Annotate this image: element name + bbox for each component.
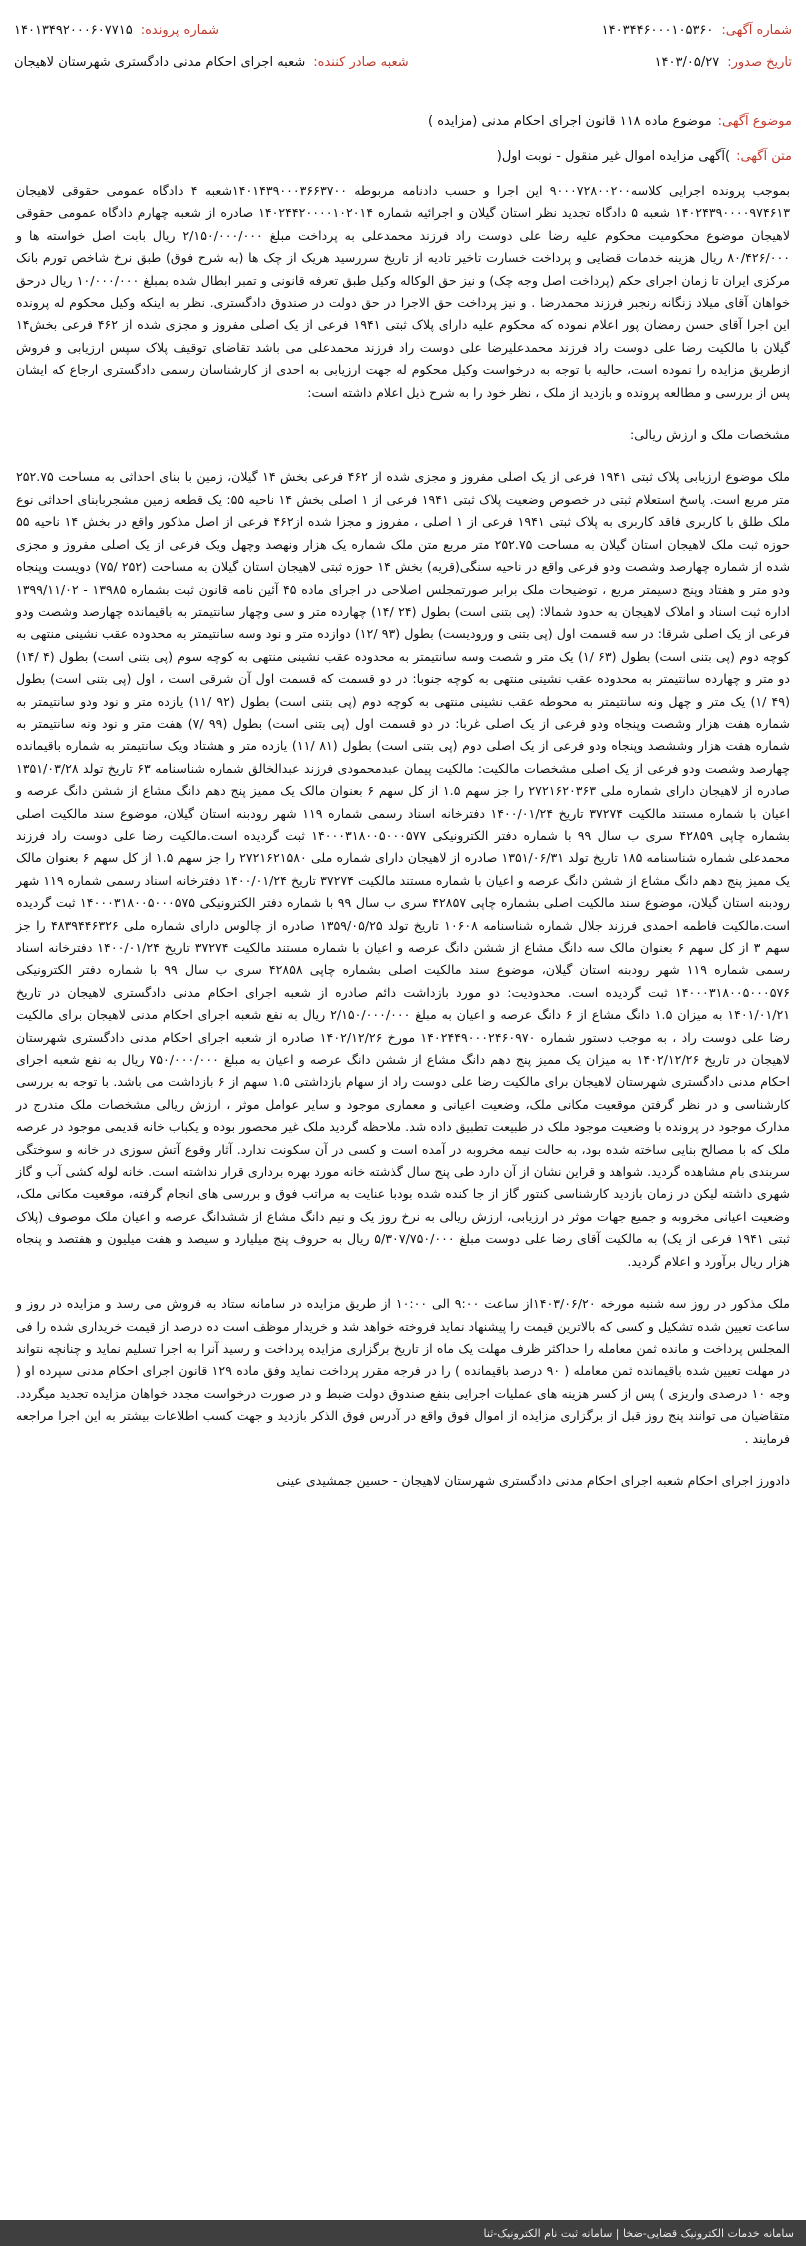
signature-line: دادورز اجرای احکام شعبه اجرای احکام مدنی دادگستری شهرستان لاهیجان - حسین جمشیدی عینی	[276, 1472, 790, 1488]
header-row-1	[14, 14, 792, 46]
ad-subject	[14, 114, 792, 129]
text-title-label: متن آگهی:	[736, 149, 792, 164]
ad-header	[0, 0, 806, 78]
body-paragraph-auction-terms: ملک مذکور در روز سه شنبه مورخه ۱۴۰۳/۰۶/۲۰از ساعت ۹:۰۰ الی ۱۰:۰۰ از طریق مزایده در سامانه ستاد به فروش می رسد و مزایده در روز و ساعت تعیین شده تشکیل و کسی که بالاترین قیمت را پیشنهاد نماید فروخته خواهد شد و خریدار موظف است ده درصد از قیمت خریداری شده را فی المجلس پرداخت و مانده ثمن معامله را حداکثر ظرف مهلت یک ماه از تاریخ برگزاری مزایده پرداخت و رسید آنرا به اجرا تسلیم نماید و چنانچه نتواند در مهلت تعیین شده باقیمانده ثمن معامله ( ۹۰ درصد باقیمانده ) را در فرجه مقرر پرداخت نماید وفق ماده ۱۲۹ قانون اجرای احکام مدنی سپرده او ( وجه ۱۰ درصدی واریزی ) پس از کسر هزینه های عملیات اجرایی بنفع صندوق دولت ضبط و در صورت درخواست مجدد خواهان مزایده تجدید میگردد. متقاضیان می توانند پنج روز قبل از برگزاری مزایده از اموال فوق واقع در آدرس فوق الذکر بازدید و جهت کسب اطلاعات بیشتر به این اجرا مراجعه فرمایند .	[16, 1296, 791, 1446]
case-number-value: ۱۴۰۱۳۴۹۲۰۰۰۶۰۷۷۱۵	[14, 22, 133, 38]
subject-label: موضوع آگهی:	[717, 114, 792, 129]
subject-value: موضوع ماده ۱۱۸ قانون اجرای احکام مدنی (مزایده )	[428, 114, 712, 129]
text-title-value: )آگهی مزایده اموال غیر منقول - نوبت اول(	[496, 149, 731, 164]
issuing-branch-label: شعبه صادر کننده:	[313, 54, 409, 70]
issuing-branch-cell	[14, 55, 409, 70]
case-number-label: شماره پرونده:	[140, 22, 219, 38]
ad-number-label: شماره آگهی:	[721, 22, 792, 38]
case-number-cell	[14, 23, 219, 38]
footer-text: سامانه خدمات الکترونیک قضایی-ضخا | سامانه ثبت نام الکترونیک-ثنا	[483, 2226, 794, 2240]
ad-number-value: ۱۴۰۳۴۴۶۰۰۰۱۰۵۳۶۰	[601, 22, 714, 38]
issuing-branch-value: شعبه اجرای احکام مدنی دادگستری شهرستان لاهیجان	[14, 54, 306, 70]
body-paragraph-property: ملک موضوع ارزیابی پلاک ثبتی ۱۹۴۱ فرعی از یک اصلی مفروز و مجزی شده از ۴۶۲ فرعی بخش ۱۴ گیلان، زمین با بنای احداثی به مساحت ۲۵۲.۷۵ متر مربع است. پاسخ استعلام ثبتی در خصوص وضعیت پلاک ثبتی ۱۹۴۱ فرعی از ۱ اصلی بخش ۱۴ ناحیه ۵۵: یک قطعه زمین مشجربابنای احداثی نوع ملک طلق با کاربری فاقد کاربری به پلاک ثبتی ۱۹۴۱ فرعی از ۱ اصلی ، مفروز و مجزا شده از۴۶۲ فرعی از اصل مذکور واقع در بخش ۱۴ ناحیه ۵۵ حوزه ثبت ملک لاهیجان استان گیلان به مساحت ۲۵۲.۷۵ متر مربع متن ملک شماره یک هزار ونهصد وچهل ویک فرعی از یک اصلی مفروز و مجزی شده از شماره چهارصد وشصت ودو فرعی واقع در ناحیه سنگی(قریه) بخش ۱۴ حوزه ثبتی لاهیجان استان گیلان به مساحت (۲۵۲ /۷۵) دویست وپنجاه ودو متر و هفتاد وپنج دسیمتر مربع ، توضیحات ملک برابر صورتمجلس اصلاحی در اجرای ماده ۴۵ آئین نامه قانون ثبت بشماره ۱۳۹۸۵ - ۱۳۹۹/۱۱/۰۲ اداره ثبت اسناد و املاک لاهیجان به حدود شمالا: (پی بتنی است) بطول (۲۴ /۱۴) چهارده متر و سی وچهار سانتیمتر به باقیمانده چهارصد وشصت ودو فرعی از یک اصلی شرقا: در سه قسمت اول (پی بتنی و ورودیست) بطول (۹۳ /۱۲) دوازده متر و نود وسه سانتیمتر به محدوده عقب نشینی منتهی به کوچه دوم (پی بتنی است) بطول (۶۳ /۱) یک متر و شصت وسه سانتیمتر به محدوده عقب نشینی منتهی به کوچه سوم (پی بتنی است) بطول (۴ /۱۴) دو متر و چهارده سانتیمتر به محدوده عقب نشینی منتهی به کوچه جنوبا: در دو قسمت که قسمت اول آن شرقی است ، اول (پی بتنی است) بطول (۴۹ /۱) یک متر و چهل ونه سانتیمتر به محوطه عقب نشینی منتهی به کوچه دوم (پی بتنی است) بطول (۹۲ /۱۱) یازده متر و نود ودو سانتیمتر به شماره هفت هزار وشصت وپنجاه ودو فرعی از یک اصلی غربا: در دو قسمت اول (پی بتنی است) بطول (۹۹ /۷) هفت متر و نود ونه سانتیمتر به شماره هفت هزار وششصد وپنجاه ودو فرعی از یک اصلی دوم (پی بتنی است) بطول (۸۱ /۱۱) یازده متر و هشتاد ویک سانتیمتر به شماره باقیمانده چهارصد وشصت ودو فرعی از یک اصلی مشخصات مالکیت: مالکیت پیمان عبدمحمودی فرزند عبدالخالق شماره شناسنامه ۶۳ تاریخ تولد ۱۳۵۱/۰۳/۲۸ صادره از لاهیجان دارای شماره ملی ۲۷۲۱۶۲۰۳۶۳ را جز سهم ۱.۵ از کل سهم ۶ بعنوان مالک یک ممیز پنج دهم دانگ مشاع از ششن دانگ عرصه و اعیان با شماره مستند مالکیت ۳۷۲۷۴ تاریخ ۱۴۰۰/۰۱/۲۴ دفترخانه اسناد رسمی شماره ۱۱۹ شهر رودبنه استان گیلان، موضوع سند مالکیت اصلی بشماره چاپی ۴۲۸۵۹ سری ب سال ۹۹ با شماره دفتر الکترونیکی ۱۴۰۰۰۳۱۸۰۰۵۰۰۰۵۷۷ ثبت گردیده است.مالکیت رضا علی دوست راد فرزند محمدعلی شماره شناسنامه ۱۸۵ تاریخ تولد ۱۳۵۱/۰۶/۳۱ صادره از لاهیجان دارای شماره ملی ۲۷۲۱۶۲۱۵۸۰ را جز سهم ۱.۵ از کل سهم ۶ بعنوان مالک یک ممیز پنج دهم دانگ مشاع از ششن دانگ عرصه و اعیان با شماره مستند مالکیت ۳۷۲۷۴ تاریخ ۱۴۰۰/۰۱/۲۴ دفترخانه اسناد رسمی شماره ۱۱۹ شهر رودبنه استان گیلان، موضوع سند مالکیت اصلی بشماره چاپی ۴۲۸۵۷ سری ب سال ۹۹ با شماره دفتر الکترونیکی ۱۴۰۰۰۳۱۸۰۰۵۰۰۰۵۷۵ ثبت گردیده است.مالکیت فاطمه احمدی فرزند جلال شماره شناسنامه ۱۰۶۰۸ تاریخ تولد ۱۳۵۹/۰۵/۲۵ صادره از چالوس دارای شماره ملی ۴۸۳۹۴۴۶۳۲۶ را جز سهم ۳ از کل سهم ۶ بعنوان مالک سه دانگ مشاع از ششن دانگ عرصه و اعیان با شماره مستند مالکیت ۳۷۲۷۴ تاریخ ۱۴۰۰/۰۱/۲۴ دفترخانه اسناد رسمی شماره ۱۱۹ شهر رودبنه استان گیلان، موضوع سند مالکیت اصلی بشماره چاپی ۴۲۸۵۸ سری ب سال ۹۹ با شماره دفتر الکترونیکی ۱۴۰۰۰۳۱۸۰۰۵۰۰۰۵۷۶ ثبت گردیده است. محدودیت: دو مورد بازداشت دائم صادره از شعبه اجرای احکام مدنی دادگستری لاهیجان در تاریخ ۱۴۰۱/۰۱/۲۱ به میزان ۱.۵ دانگ مشاع از ۶ دانگ عرصه و اعیان به مبلغ ۲/۱۵۰/۰۰۰/۰۰۰ ریال به نفع شعبه اجرای احکام مدنی لاهیجان برای مالکیت رضا علی دوست راد ، به موجب دستور شماره ۱۴۰۲۴۴۹۰۰۰۲۴۶۰۹۷۰ مورخ ۱۴۰۲/۱۲/۲۶ صادره از شعبه اجرای احکام مدنی دادگستری شهرستان لاهیجان در تاریخ ۱۴۰۲/۱۲/۲۶ به میزان یک ممیز پنج دهم دانگ مشاع از ششن دانگ عرصه و اعیان به مبلغ ۷۵۰/۰۰۰/۰۰۰ ریال به نفع شعبه اجرای احکام مدنی دادگستری شهرستان لاهیجان برای مالکیت رضا علی دوست راد از سهام بازداشتی ۱.۵ سهم از ۶ بازداشت می باشد. با توجه به بررسی کارشناسی و در نظر گرفتن موقعیت مکانی ملک، وضعیت اعیانی و معماری موجود و سایر عوامل موثر ، ارزش ریالی مشخصات ملک مندرج در مدارک موجود در پرونده با وضعیت موجود ملک در طبیعت تطبیق داده شد. ملاحظه گردید ملک غیر محصور بوده و یکباب خانه قدیمی موجود در عرصه ملک که با مصالح بنایی ساخته شده بود، به حالت نیمه مخروبه در آمده است و کسی در آن سکونت ندارد. آثار وقوع آتش سوزی در خانه و سوختگی سربندی بام مشاهده گردید. شواهد و قراین نشان از آن دارد طی پنج سال گذشته خانه مورد بهره برداری قرار نداشته است. خانه لوله کشی آب و گاز شهری داشته لیکن در زمان بازدید کارشناسی کنتور گاز از جا کنده شده بودبا عنایت به مراتب فوق و بررسی های انجام گرفته، موقعیت مکانی ملک، وضعیت اعیانی مخروبه و جمیع جهات موثر در ارزیابی، ارزش ریالی به نرخ روز یک و نیم دانگ مشاع از ششدانگ عرصه و اعیان ملک موصوف (پلاک ثبتی ۱۹۴۱ فرعی از یک) به مالکیت آقای رضا علی دوست مبلغ ۵/۳۰۷/۷۵۰/۰۰۰ ریال به حروف پنج میلیارد و سیصد و هفت میلیون و هفتصد و پنجاه هزار ریال برآورد و اعلام گردید.	[16, 469, 791, 1269]
issue-date-cell	[655, 55, 792, 70]
property-section-heading: مشخصات ملک و ارزش ریالی:	[629, 427, 790, 443]
ad-number-cell	[602, 23, 792, 38]
footer-bar	[0, 2220, 806, 2246]
ad-text-title	[14, 149, 792, 164]
issue-date-value: ۱۴۰۳/۰۵/۲۷	[654, 54, 720, 70]
ad-body	[16, 180, 790, 1492]
body-paragraph-case: بموجب پرونده اجرایی کلاسه۹۰۰۰۷۲۸۰۰۲۰۰ این اجرا و حسب دادنامه مربوطه ۱۴۰۱۴۳۹۰۰۰۳۶۶۳۷۰۰شعبه ۴ دادگاه عمومی حقوقی لاهیجان ۱۴۰۲۴۳۹۰۰۰۰۹۷۴۶۱۳ شعبه ۵ دادگاه تجدید نظر استان گیلان و اجرائیه شماره ۱۴۰۲۴۴۲۰۰۰۰۱۰۲۰۱۴ صادره از شعبه چهارم دادگاه عمومی حقوقی لاهیجان موضوع محکومیت محکوم علیه رضا علی دوست راد فرزند محمدعلی به پرداخت مبلغ ۲/۱۵۰/۰۰۰/۰۰۰ ریال بابت اصل خواسته ها و ۸۰/۴۲۶/۰۰۰ ریال هزینه خدمات قضایی و پرداخت خسارت تاخیر تادیه از تاریخ سررسید هریک از چک ها (به شرح فوق) طبق نرخ شاخص تورم بانک مرکزی ایران تا زمان اجرای حکم (پرداخت اصل وجه چک) و نیز حق الوکاله وکیل طبق تعرفه قانونی و تمبر ابطال شده بمبلغ ۱۰/۰۰۰/۰۰۰ ریال درحق خواهان آقای میلاد زنگانه رنجبر فرزند محمدرضا . و نیز پرداخت حق الاجرا در حق دولت در صندوق دادگستری. نظر به اینکه وکیل محکوم له پرونده این اجرا آقای حسن رمضان پور اعلام نموده که محکوم علیه دارای پلاک ثبتی ۱۹۴۱ فرعی از یک اصلی مفروز و مجزی شده از ۴۶۲ فرعی بخش۱۴ گیلان با مالکیت رضا علی دوست راد فرزند محمدعلیرضا علی دوست راد فرزند محمدعلی می باشد تقاضای توقیف پلاک سپس ارزیابی و فروش ازطریق مزایده را نموده است، حالیه با توجه به درخواست وکیل محکوم له جهت ارزیابی به احدی از کارشناسان رسمی دادگستری ارجاع که ایشان پس از بررسی و مطالعه پرونده و بازدید از ملک ، نظر خود را به شرح ذیل اعلام داشته است:	[16, 183, 791, 400]
issue-date-label: تاریخ صدور:	[727, 54, 792, 70]
header-row-2	[14, 46, 792, 78]
